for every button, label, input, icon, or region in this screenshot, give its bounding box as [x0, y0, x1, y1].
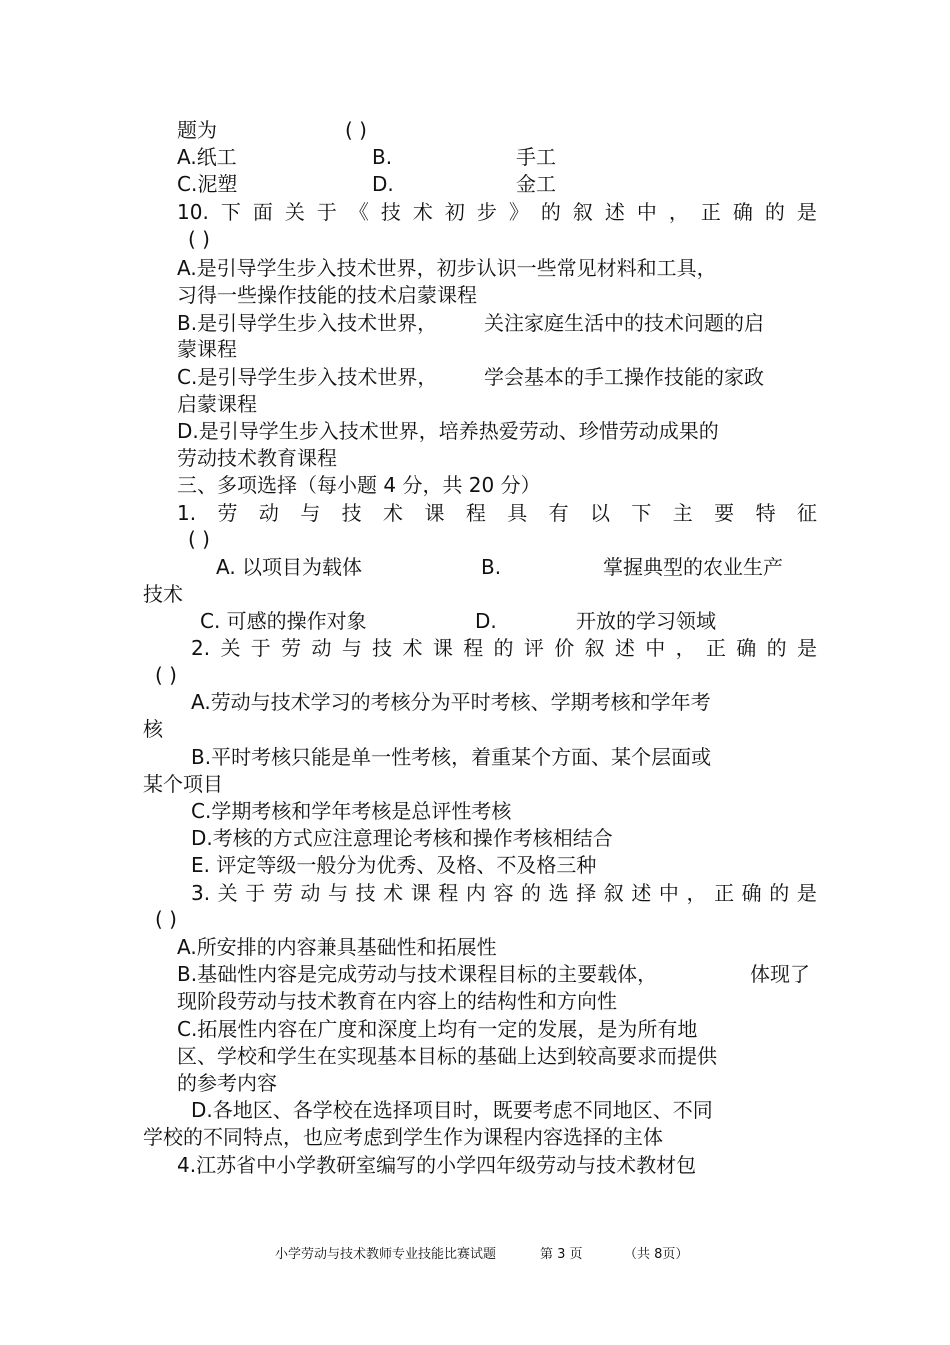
m3-stem-char: 选 — [548, 881, 569, 905]
m3-stem — [191, 880, 817, 906]
m1-option-a: A. 以项目为载体 — [216, 555, 363, 579]
m1-stem-char: 术 — [383, 501, 404, 525]
m1-stem-char: 1. — [177, 501, 197, 525]
q10-option-b-line2: 蒙课程 — [177, 337, 237, 361]
m3-stem-char: 与 — [327, 881, 348, 905]
footer-total-pages: （共 8页） — [624, 1247, 689, 1262]
m2-stem-char: 评 — [523, 636, 544, 660]
q10-option-a-line2: 习得一些操作技能的技术启蒙课程 — [177, 283, 477, 307]
q10-option-a-line1: A.是引导学生步入技术世界，初步认识一些常见材料和工具， — [177, 256, 717, 280]
q10-stem-char: 的 — [540, 200, 561, 224]
m3-stem-char: 容 — [493, 881, 514, 905]
q10-stem-char: 正 — [700, 200, 721, 224]
m3-option-b-line1a: B.基础性内容是完成劳动与技术课程目标的主要载体， — [177, 962, 658, 986]
q9-option-d-text: 金工 — [516, 172, 556, 196]
q9-option-b-text: 手工 — [516, 145, 556, 169]
m3-stem-char: 术 — [383, 881, 404, 905]
m2-stem — [191, 635, 817, 661]
m1-stem — [177, 500, 817, 526]
m2-stem-char: 是 — [796, 636, 817, 660]
m3-stem-char: 于 — [245, 881, 266, 905]
m1-stem-char: 技 — [341, 501, 362, 525]
m3-option-c-line1: C.拓展性内容在广度和深度上均有一定的发展，是为所有地 — [177, 1017, 698, 1041]
m3-stem-char: 叙 — [603, 881, 624, 905]
m3-option-c-line3: 的参考内容 — [177, 1071, 277, 1095]
m2-stem-char: 的 — [766, 636, 787, 660]
m2-stem-char: 价 — [554, 636, 575, 660]
m3-stem-char: 3. — [191, 881, 211, 905]
m3-stem-char: 中 — [658, 881, 679, 905]
m2-stem-char: 于 — [250, 636, 271, 660]
m2-option-d: D.考核的方式应注意理论考核和操作考核相结合 — [191, 826, 613, 850]
m2-stem-char: 关 — [220, 636, 241, 660]
q9-answer-bracket: ( ) — [345, 118, 367, 142]
m2-stem-char: 动 — [311, 636, 332, 660]
m1-stem-char: 具 — [507, 501, 528, 525]
q10-stem-char: 下 — [220, 200, 241, 224]
m2-option-a-line2: 核 — [143, 717, 163, 741]
q10-stem-char: 《 — [348, 200, 369, 224]
m1-stem-char: 征 — [796, 501, 817, 525]
m2-option-e: E. 评定等级一般分为优秀、及格、不及格三种 — [191, 853, 597, 877]
m1-stem-char: 劳 — [217, 501, 238, 525]
m1-stem-char: 要 — [714, 501, 735, 525]
footer-exam-title: 小学劳动与技术教师专业技能比赛试题 — [275, 1247, 497, 1262]
m3-stem-char: 述 — [631, 881, 652, 905]
q10-stem-char: 面 — [252, 200, 273, 224]
m3-stem-char: 内 — [465, 881, 486, 905]
q10-stem-char: 的 — [764, 200, 785, 224]
m3-stem-char: 关 — [217, 881, 238, 905]
q10-stem-char: 技 — [380, 200, 401, 224]
q10-stem-char: 中 — [636, 200, 657, 224]
m3-stem-char: 的 — [521, 881, 542, 905]
m3-stem-char: 技 — [355, 881, 376, 905]
q10-option-c-line1a: C.是引导学生步入技术世界， — [177, 365, 438, 389]
m1-answer-bracket: ( ) — [188, 527, 210, 551]
q9-option-b-key: B. — [372, 145, 393, 169]
m1-stem-char: 以 — [590, 501, 610, 525]
q10-stem-char: 叙 — [572, 200, 593, 224]
m2-stem-char: 术 — [402, 636, 423, 660]
m1-stem-char: 动 — [258, 501, 279, 525]
m1-option-b-continued: 技术 — [143, 582, 183, 606]
q10-stem-char: 述 — [604, 200, 625, 224]
m3-stem-char: 是 — [796, 881, 817, 905]
q10-option-d-line1: D.是引导学生步入技术世界，培养热爱劳动、珍惜劳动成果的 — [177, 419, 719, 443]
m1-stem-char: 程 — [465, 501, 486, 525]
m2-stem-char: 述 — [614, 636, 635, 660]
q10-stem-char: 10. — [177, 200, 209, 224]
m2-option-b-line2: 某个项目 — [143, 772, 223, 796]
m3-stem-char: 课 — [410, 881, 431, 905]
m2-stem-char: 正 — [705, 636, 726, 660]
section-heading-multiple-choice: 三、多项选择（每小题 4 分，共 20 分） — [177, 473, 541, 497]
q9-option-c: C.泥塑 — [177, 172, 238, 196]
q10-stem-char: 关 — [284, 200, 305, 224]
m2-stem-char: 与 — [341, 636, 362, 660]
q10-stem-char: 是 — [796, 200, 817, 224]
m3-stem-char: 劳 — [272, 881, 293, 905]
m2-stem-char: 程 — [463, 636, 484, 660]
m1-stem-char: 课 — [424, 501, 445, 525]
q10-option-d-line2: 劳动技术教育课程 — [177, 446, 337, 470]
q10-option-b-line1b: 关注家庭生活中的技术问题的启 — [484, 311, 764, 335]
q10-option-b-line1a: B.是引导学生步入技术世界， — [177, 311, 438, 335]
m1-option-d-key: D. — [475, 609, 497, 633]
q10-stem-char: 》 — [508, 200, 529, 224]
m3-stem-char: 正 — [714, 881, 735, 905]
q10-answer-bracket: ( ) — [188, 227, 210, 251]
m2-option-a-line1: A.劳动与技术学习的考核分为平时考核、学期考核和学年考 — [191, 690, 711, 714]
footer-page-number: 第 3 页 — [540, 1247, 583, 1262]
m4-stem: 4.江苏省中小学教研室编写的小学四年级劳动与技术教材包 — [177, 1153, 697, 1177]
m2-stem-char: 技 — [372, 636, 393, 660]
m2-stem-char: ， — [675, 636, 696, 660]
m1-stem-char: 特 — [755, 501, 776, 525]
m2-option-c: C.学期考核和学年考核是总评性考核 — [191, 799, 512, 823]
m2-stem-char: 课 — [432, 636, 453, 660]
m2-answer-bracket: ( ) — [155, 663, 177, 687]
q10-stem-char: 步 — [476, 200, 497, 224]
q10-option-c-line1b: 学会基本的手工操作技能的家政 — [484, 365, 764, 389]
m2-stem-char: 劳 — [281, 636, 302, 660]
m3-option-d-line2: 学校的不同特点，也应考虑到学生作为课程内容选择的主体 — [143, 1125, 663, 1149]
q9-option-a: A.纸工 — [177, 145, 237, 169]
m2-stem-char: 2. — [191, 636, 211, 660]
m2-stem-char: 中 — [645, 636, 666, 660]
m1-stem-char: 与 — [300, 501, 321, 525]
m3-stem-char: 程 — [438, 881, 459, 905]
q10-stem — [177, 199, 817, 225]
q10-stem-char: 于 — [316, 200, 337, 224]
m1-stem-char: 主 — [672, 501, 693, 525]
m3-option-a: A.所安排的内容兼具基础性和拓展性 — [177, 935, 497, 959]
q10-stem-char: ， — [668, 200, 689, 224]
m3-stem-char: 动 — [300, 881, 321, 905]
m3-option-b-line2: 现阶段劳动与技术教育在内容上的结构性和方向性 — [177, 989, 617, 1013]
m2-stem-char: 的 — [493, 636, 514, 660]
m1-option-c: C. 可感的操作对象 — [200, 609, 367, 633]
m3-answer-bracket: ( ) — [155, 907, 177, 931]
m3-stem-char: 的 — [769, 881, 790, 905]
q9-stem-tail: 题为 — [177, 118, 217, 142]
q10-option-c-line2: 启蒙课程 — [177, 392, 257, 416]
m3-option-d-line1: D.各地区、各学校在选择项目时，既要考虑不同地区、不同 — [191, 1098, 713, 1122]
m1-option-d-text: 开放的学习领域 — [576, 609, 716, 633]
q10-stem-char: 术 — [412, 200, 433, 224]
m2-stem-char: 叙 — [584, 636, 605, 660]
m1-stem-char: 下 — [631, 501, 652, 525]
q9-option-d-key: D. — [372, 172, 394, 196]
m3-option-b-line1b: 体现了 — [750, 962, 810, 986]
m2-stem-char: 确 — [736, 636, 757, 660]
q10-stem-char: 初 — [444, 200, 465, 224]
m2-option-b-line1: B.平时考核只能是单一性考核，着重某个方面、某个层面或 — [191, 745, 712, 769]
q10-stem-char: 确 — [732, 200, 753, 224]
m1-stem-char: 有 — [548, 501, 569, 525]
m3-stem-char: ， — [686, 881, 707, 905]
m3-stem-char: 确 — [741, 881, 762, 905]
m1-option-b-key: B. — [481, 555, 502, 579]
m3-option-c-line2: 区、学校和学生在实现基本目标的基础上达到较高要求而提供 — [177, 1044, 717, 1068]
m1-option-b-text: 掌握典型的农业生产 — [603, 555, 783, 579]
m3-stem-char: 择 — [576, 881, 597, 905]
